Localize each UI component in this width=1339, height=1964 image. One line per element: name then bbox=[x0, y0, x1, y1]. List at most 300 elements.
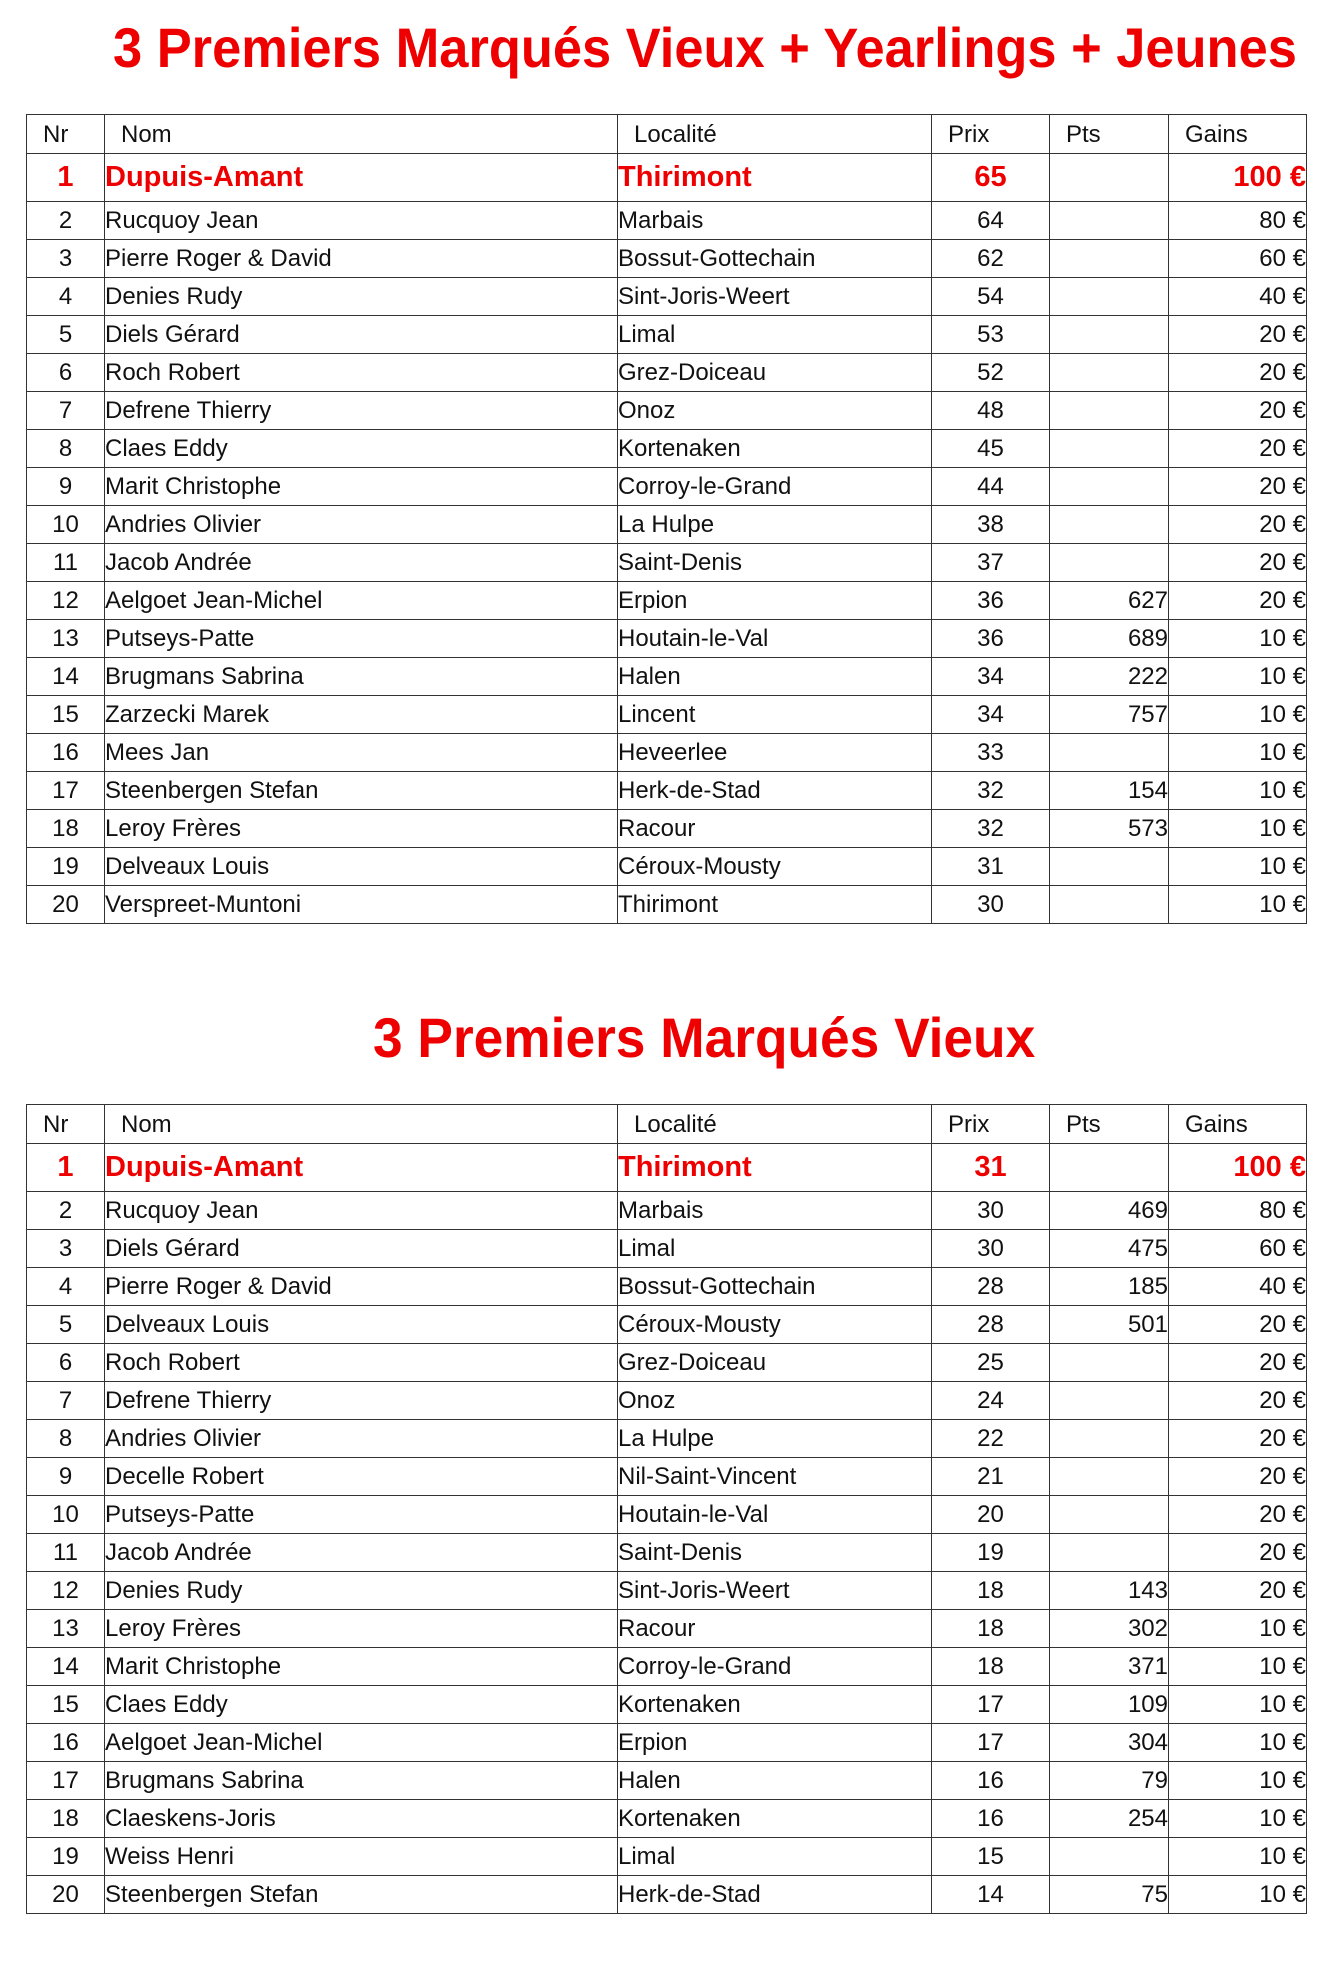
locality-cell: Limal bbox=[618, 1230, 932, 1268]
prix-cell: 18 bbox=[932, 1648, 1050, 1686]
gains-cell: 100 € bbox=[1169, 154, 1307, 202]
section-title-vieux: 3 Premiers Marqués Vieux bbox=[373, 1006, 1036, 1069]
rank-cell: 12 bbox=[27, 1572, 105, 1610]
prix-cell: 17 bbox=[932, 1724, 1050, 1762]
table-row bbox=[27, 734, 1307, 772]
locality-cell: Heveerlee bbox=[618, 734, 932, 772]
rank-cell: 13 bbox=[27, 620, 105, 658]
prix-cell: 18 bbox=[932, 1610, 1050, 1648]
points-cell: 573 bbox=[1050, 810, 1169, 848]
prix-cell: 30 bbox=[932, 1230, 1050, 1268]
rank-cell: 7 bbox=[27, 392, 105, 430]
prix-cell: 24 bbox=[932, 1382, 1050, 1420]
prix-cell: 53 bbox=[932, 316, 1050, 354]
points-cell bbox=[1050, 1344, 1169, 1382]
name-cell: Claes Eddy bbox=[105, 430, 618, 468]
rank-cell: 5 bbox=[27, 316, 105, 354]
gains-cell: 10 € bbox=[1169, 848, 1307, 886]
points-cell bbox=[1050, 1382, 1169, 1420]
prix-cell: 45 bbox=[932, 430, 1050, 468]
prix-cell: 36 bbox=[932, 620, 1050, 658]
table-row bbox=[27, 886, 1307, 924]
points-cell: 254 bbox=[1050, 1800, 1169, 1838]
column-header-gains: Gains bbox=[1169, 115, 1307, 154]
rank-cell: 11 bbox=[27, 1534, 105, 1572]
points-cell bbox=[1050, 430, 1169, 468]
name-cell: Brugmans Sabrina bbox=[105, 658, 618, 696]
points-cell bbox=[1050, 1534, 1169, 1572]
rank-cell: 10 bbox=[27, 1496, 105, 1534]
table-row bbox=[27, 1572, 1307, 1610]
name-cell: Rucquoy Jean bbox=[105, 202, 618, 240]
prix-cell: 52 bbox=[932, 354, 1050, 392]
name-cell: Brugmans Sabrina bbox=[105, 1762, 618, 1800]
table-row bbox=[27, 1382, 1307, 1420]
name-cell: Verspreet-Muntoni bbox=[105, 886, 618, 924]
locality-cell: Corroy-le-Grand bbox=[618, 468, 932, 506]
gains-cell: 100 € bbox=[1169, 1144, 1307, 1192]
locality-cell: Kortenaken bbox=[618, 1800, 932, 1838]
column-header-gains: Gains bbox=[1169, 1105, 1307, 1144]
table-row bbox=[27, 772, 1307, 810]
rank-cell: 9 bbox=[27, 1458, 105, 1496]
prix-cell: 18 bbox=[932, 1572, 1050, 1610]
name-cell: Pierre Roger & David bbox=[105, 1268, 618, 1306]
name-cell: Claeskens-Joris bbox=[105, 1800, 618, 1838]
name-cell: Weiss Henri bbox=[105, 1838, 618, 1876]
rank-cell: 8 bbox=[27, 1420, 105, 1458]
locality-cell: Marbais bbox=[618, 1192, 932, 1230]
points-cell bbox=[1050, 1838, 1169, 1876]
locality-cell: Sint-Joris-Weert bbox=[618, 1572, 932, 1610]
name-cell: Denies Rudy bbox=[105, 1572, 618, 1610]
column-header-pts: Pts bbox=[1050, 115, 1169, 154]
points-cell bbox=[1050, 1496, 1169, 1534]
name-cell: Marit Christophe bbox=[105, 468, 618, 506]
rank-cell: 4 bbox=[27, 278, 105, 316]
rank-cell: 4 bbox=[27, 1268, 105, 1306]
points-cell bbox=[1050, 202, 1169, 240]
rank-cell: 5 bbox=[27, 1306, 105, 1344]
points-cell: 185 bbox=[1050, 1268, 1169, 1306]
prix-cell: 62 bbox=[932, 240, 1050, 278]
locality-cell: Halen bbox=[618, 658, 932, 696]
prix-cell: 31 bbox=[932, 848, 1050, 886]
gains-cell: 20 € bbox=[1169, 316, 1307, 354]
table-row bbox=[27, 506, 1307, 544]
locality-cell: Saint-Denis bbox=[618, 544, 932, 582]
prix-cell: 64 bbox=[932, 202, 1050, 240]
prix-cell: 34 bbox=[932, 696, 1050, 734]
table-row bbox=[27, 1724, 1307, 1762]
table-row bbox=[27, 392, 1307, 430]
gains-cell: 20 € bbox=[1169, 430, 1307, 468]
points-cell bbox=[1050, 1420, 1169, 1458]
table-row bbox=[27, 430, 1307, 468]
table-row bbox=[27, 1192, 1307, 1230]
column-header-pts: Pts bbox=[1050, 1105, 1169, 1144]
table-row bbox=[27, 582, 1307, 620]
gains-cell: 20 € bbox=[1169, 1534, 1307, 1572]
locality-cell: Thirimont bbox=[618, 154, 932, 202]
column-header-localite: Localité bbox=[618, 115, 932, 154]
prix-cell: 28 bbox=[932, 1306, 1050, 1344]
prix-cell: 17 bbox=[932, 1686, 1050, 1724]
rank-cell: 12 bbox=[27, 582, 105, 620]
gains-cell: 10 € bbox=[1169, 1762, 1307, 1800]
table-row bbox=[27, 1610, 1307, 1648]
table-row bbox=[27, 1420, 1307, 1458]
prix-cell: 65 bbox=[932, 154, 1050, 202]
locality-cell: Bossut-Gottechain bbox=[618, 1268, 932, 1306]
points-cell bbox=[1050, 154, 1169, 202]
locality-cell: Halen bbox=[618, 1762, 932, 1800]
prix-cell: 14 bbox=[932, 1876, 1050, 1914]
gains-cell: 10 € bbox=[1169, 1800, 1307, 1838]
gains-cell: 20 € bbox=[1169, 1306, 1307, 1344]
locality-cell: Erpion bbox=[618, 582, 932, 620]
points-cell: 75 bbox=[1050, 1876, 1169, 1914]
rank-cell: 3 bbox=[27, 1230, 105, 1268]
gains-cell: 20 € bbox=[1169, 506, 1307, 544]
points-cell: 627 bbox=[1050, 582, 1169, 620]
table-row bbox=[27, 1800, 1307, 1838]
points-cell: 757 bbox=[1050, 696, 1169, 734]
prix-cell: 21 bbox=[932, 1458, 1050, 1496]
table-body bbox=[27, 154, 1307, 924]
points-cell bbox=[1050, 506, 1169, 544]
prix-cell: 32 bbox=[932, 810, 1050, 848]
locality-cell: Céroux-Mousty bbox=[618, 848, 932, 886]
gains-cell: 20 € bbox=[1169, 468, 1307, 506]
gains-cell: 10 € bbox=[1169, 1876, 1307, 1914]
points-cell: 302 bbox=[1050, 1610, 1169, 1648]
gains-cell: 20 € bbox=[1169, 1382, 1307, 1420]
table-row bbox=[27, 1230, 1307, 1268]
column-header-nr: Nr bbox=[27, 1105, 105, 1144]
prix-cell: 48 bbox=[932, 392, 1050, 430]
rank-cell: 19 bbox=[27, 1838, 105, 1876]
points-cell: 475 bbox=[1050, 1230, 1169, 1268]
rank-cell: 7 bbox=[27, 1382, 105, 1420]
table-row bbox=[27, 278, 1307, 316]
gains-cell: 20 € bbox=[1169, 544, 1307, 582]
name-cell: Roch Robert bbox=[105, 354, 618, 392]
name-cell: Andries Olivier bbox=[105, 1420, 618, 1458]
column-header-nom: Nom bbox=[105, 1105, 618, 1144]
gains-cell: 10 € bbox=[1169, 1610, 1307, 1648]
table-row bbox=[27, 1534, 1307, 1572]
locality-cell: Onoz bbox=[618, 392, 932, 430]
gains-cell: 40 € bbox=[1169, 1268, 1307, 1306]
name-cell: Marit Christophe bbox=[105, 1648, 618, 1686]
prix-cell: 25 bbox=[932, 1344, 1050, 1382]
name-cell: Decelle Robert bbox=[105, 1458, 618, 1496]
locality-cell: Onoz bbox=[618, 1382, 932, 1420]
table-row bbox=[27, 202, 1307, 240]
points-cell bbox=[1050, 278, 1169, 316]
gains-cell: 10 € bbox=[1169, 1838, 1307, 1876]
rank-cell: 16 bbox=[27, 734, 105, 772]
column-header-prix: Prix bbox=[932, 1105, 1050, 1144]
rank-cell: 14 bbox=[27, 658, 105, 696]
prix-cell: 44 bbox=[932, 468, 1050, 506]
rank-cell: 6 bbox=[27, 354, 105, 392]
results-table-all-categories bbox=[26, 114, 1307, 924]
table-header-row bbox=[27, 115, 1307, 154]
prix-cell: 19 bbox=[932, 1534, 1050, 1572]
name-cell: Zarzecki Marek bbox=[105, 696, 618, 734]
points-cell bbox=[1050, 734, 1169, 772]
points-cell: 143 bbox=[1050, 1572, 1169, 1610]
points-cell: 304 bbox=[1050, 1724, 1169, 1762]
locality-cell: Lincent bbox=[618, 696, 932, 734]
rank-cell: 13 bbox=[27, 1610, 105, 1648]
gains-cell: 20 € bbox=[1169, 354, 1307, 392]
name-cell: Roch Robert bbox=[105, 1344, 618, 1382]
rank-cell: 16 bbox=[27, 1724, 105, 1762]
locality-cell: Grez-Doiceau bbox=[618, 354, 932, 392]
table-row bbox=[27, 240, 1307, 278]
points-cell bbox=[1050, 468, 1169, 506]
prix-cell: 36 bbox=[932, 582, 1050, 620]
prix-cell: 30 bbox=[932, 1192, 1050, 1230]
locality-cell: Thirimont bbox=[618, 1144, 932, 1192]
points-cell: 109 bbox=[1050, 1686, 1169, 1724]
gains-cell: 80 € bbox=[1169, 202, 1307, 240]
locality-cell: Erpion bbox=[618, 1724, 932, 1762]
table-row bbox=[27, 468, 1307, 506]
section-title-all-categories: 3 Premiers Marqués Vieux + Yearlings + Jeunes bbox=[113, 16, 1297, 79]
locality-cell: Thirimont bbox=[618, 886, 932, 924]
points-cell bbox=[1050, 316, 1169, 354]
prix-cell: 34 bbox=[932, 658, 1050, 696]
gains-cell: 60 € bbox=[1169, 1230, 1307, 1268]
prix-cell: 28 bbox=[932, 1268, 1050, 1306]
name-cell: Defrene Thierry bbox=[105, 1382, 618, 1420]
points-cell bbox=[1050, 848, 1169, 886]
rank-cell: 17 bbox=[27, 1762, 105, 1800]
prix-cell: 30 bbox=[932, 886, 1050, 924]
rank-cell: 17 bbox=[27, 772, 105, 810]
prix-cell: 31 bbox=[932, 1144, 1050, 1192]
points-cell: 469 bbox=[1050, 1192, 1169, 1230]
points-cell bbox=[1050, 354, 1169, 392]
locality-cell: Racour bbox=[618, 1610, 932, 1648]
locality-cell: La Hulpe bbox=[618, 506, 932, 544]
column-header-nom: Nom bbox=[105, 115, 618, 154]
points-cell bbox=[1050, 392, 1169, 430]
prix-cell: 32 bbox=[932, 772, 1050, 810]
locality-cell: La Hulpe bbox=[618, 1420, 932, 1458]
locality-cell: Corroy-le-Grand bbox=[618, 1648, 932, 1686]
table-row bbox=[27, 354, 1307, 392]
gains-cell: 20 € bbox=[1169, 1420, 1307, 1458]
name-cell: Dupuis-Amant bbox=[105, 154, 618, 202]
rank-cell: 8 bbox=[27, 430, 105, 468]
rank-cell: 14 bbox=[27, 1648, 105, 1686]
points-cell: 154 bbox=[1050, 772, 1169, 810]
rank-cell: 9 bbox=[27, 468, 105, 506]
rank-cell: 2 bbox=[27, 1192, 105, 1230]
gains-cell: 20 € bbox=[1169, 1458, 1307, 1496]
name-cell: Pierre Roger & David bbox=[105, 240, 618, 278]
name-cell: Jacob Andrée bbox=[105, 1534, 618, 1572]
locality-cell: Marbais bbox=[618, 202, 932, 240]
locality-cell: Kortenaken bbox=[618, 430, 932, 468]
name-cell: Defrene Thierry bbox=[105, 392, 618, 430]
gains-cell: 10 € bbox=[1169, 810, 1307, 848]
table-row bbox=[27, 848, 1307, 886]
table-row bbox=[27, 1306, 1307, 1344]
rank-cell: 2 bbox=[27, 202, 105, 240]
table-row bbox=[27, 1458, 1307, 1496]
points-cell: 222 bbox=[1050, 658, 1169, 696]
locality-cell: Limal bbox=[618, 1838, 932, 1876]
name-cell: Rucquoy Jean bbox=[105, 1192, 618, 1230]
gains-cell: 20 € bbox=[1169, 582, 1307, 620]
locality-cell: Herk-de-Stad bbox=[618, 772, 932, 810]
prix-cell: 33 bbox=[932, 734, 1050, 772]
points-cell bbox=[1050, 240, 1169, 278]
rank-cell: 11 bbox=[27, 544, 105, 582]
table-row bbox=[27, 620, 1307, 658]
prix-cell: 22 bbox=[932, 1420, 1050, 1458]
points-cell: 79 bbox=[1050, 1762, 1169, 1800]
locality-cell: Houtain-le-Val bbox=[618, 620, 932, 658]
gains-cell: 10 € bbox=[1169, 658, 1307, 696]
name-cell: Andries Olivier bbox=[105, 506, 618, 544]
gains-cell: 10 € bbox=[1169, 886, 1307, 924]
locality-cell: Herk-de-Stad bbox=[618, 1876, 932, 1914]
gains-cell: 40 € bbox=[1169, 278, 1307, 316]
locality-cell: Saint-Denis bbox=[618, 1534, 932, 1572]
points-cell bbox=[1050, 1144, 1169, 1192]
locality-cell: Nil-Saint-Vincent bbox=[618, 1458, 932, 1496]
gains-cell: 20 € bbox=[1169, 1496, 1307, 1534]
prix-cell: 16 bbox=[932, 1762, 1050, 1800]
name-cell: Steenbergen Stefan bbox=[105, 772, 618, 810]
name-cell: Delveaux Louis bbox=[105, 848, 618, 886]
prix-cell: 38 bbox=[932, 506, 1050, 544]
gains-cell: 10 € bbox=[1169, 772, 1307, 810]
prix-cell: 20 bbox=[932, 1496, 1050, 1534]
locality-cell: Kortenaken bbox=[618, 1686, 932, 1724]
gains-cell: 80 € bbox=[1169, 1192, 1307, 1230]
rank-cell: 10 bbox=[27, 506, 105, 544]
table-row bbox=[27, 1686, 1307, 1724]
rank-cell: 15 bbox=[27, 696, 105, 734]
name-cell: Putseys-Patte bbox=[105, 1496, 618, 1534]
rank-cell: 20 bbox=[27, 886, 105, 924]
name-cell: Mees Jan bbox=[105, 734, 618, 772]
table-row bbox=[27, 696, 1307, 734]
name-cell: Dupuis-Amant bbox=[105, 1144, 618, 1192]
name-cell: Delveaux Louis bbox=[105, 1306, 618, 1344]
column-header-nr: Nr bbox=[27, 115, 105, 154]
rank-cell: 18 bbox=[27, 1800, 105, 1838]
table-row bbox=[27, 544, 1307, 582]
gains-cell: 10 € bbox=[1169, 734, 1307, 772]
name-cell: Aelgoet Jean-Michel bbox=[105, 1724, 618, 1762]
gains-cell: 20 € bbox=[1169, 1572, 1307, 1610]
gains-cell: 10 € bbox=[1169, 1648, 1307, 1686]
table-row bbox=[27, 1838, 1307, 1876]
column-header-localite: Localité bbox=[618, 1105, 932, 1144]
gains-cell: 10 € bbox=[1169, 620, 1307, 658]
rank-cell: 1 bbox=[27, 154, 105, 202]
locality-cell: Grez-Doiceau bbox=[618, 1344, 932, 1382]
table-row bbox=[27, 810, 1307, 848]
table-row bbox=[27, 1648, 1307, 1686]
points-cell: 371 bbox=[1050, 1648, 1169, 1686]
locality-cell: Sint-Joris-Weert bbox=[618, 278, 932, 316]
table-row bbox=[27, 1344, 1307, 1382]
rank-cell: 20 bbox=[27, 1876, 105, 1914]
prix-cell: 37 bbox=[932, 544, 1050, 582]
table-row bbox=[27, 1268, 1307, 1306]
gains-cell: 10 € bbox=[1169, 1724, 1307, 1762]
table-header-row bbox=[27, 1105, 1307, 1144]
gains-cell: 20 € bbox=[1169, 1344, 1307, 1382]
column-header-prix: Prix bbox=[932, 115, 1050, 154]
locality-cell: Céroux-Mousty bbox=[618, 1306, 932, 1344]
points-cell bbox=[1050, 544, 1169, 582]
table-row-winner bbox=[27, 1144, 1307, 1192]
prix-cell: 16 bbox=[932, 1800, 1050, 1838]
name-cell: Putseys-Patte bbox=[105, 620, 618, 658]
table-row bbox=[27, 658, 1307, 696]
name-cell: Steenbergen Stefan bbox=[105, 1876, 618, 1914]
gains-cell: 10 € bbox=[1169, 696, 1307, 734]
locality-cell: Bossut-Gottechain bbox=[618, 240, 932, 278]
table-row-winner bbox=[27, 154, 1307, 202]
rank-cell: 18 bbox=[27, 810, 105, 848]
gains-cell: 20 € bbox=[1169, 392, 1307, 430]
results-table-vieux bbox=[26, 1104, 1307, 1914]
name-cell: Aelgoet Jean-Michel bbox=[105, 582, 618, 620]
prix-cell: 54 bbox=[932, 278, 1050, 316]
points-cell: 501 bbox=[1050, 1306, 1169, 1344]
rank-cell: 19 bbox=[27, 848, 105, 886]
name-cell: Diels Gérard bbox=[105, 1230, 618, 1268]
prix-cell: 15 bbox=[932, 1838, 1050, 1876]
points-cell: 689 bbox=[1050, 620, 1169, 658]
locality-cell: Houtain-le-Val bbox=[618, 1496, 932, 1534]
name-cell: Jacob Andrée bbox=[105, 544, 618, 582]
table-body bbox=[27, 1144, 1307, 1914]
name-cell: Leroy Frères bbox=[105, 810, 618, 848]
points-cell bbox=[1050, 886, 1169, 924]
name-cell: Denies Rudy bbox=[105, 278, 618, 316]
table-row bbox=[27, 1876, 1307, 1914]
locality-cell: Racour bbox=[618, 810, 932, 848]
rank-cell: 3 bbox=[27, 240, 105, 278]
table-row bbox=[27, 1496, 1307, 1534]
locality-cell: Limal bbox=[618, 316, 932, 354]
rank-cell: 1 bbox=[27, 1144, 105, 1192]
table-row bbox=[27, 1762, 1307, 1800]
rank-cell: 6 bbox=[27, 1344, 105, 1382]
table-row bbox=[27, 316, 1307, 354]
gains-cell: 60 € bbox=[1169, 240, 1307, 278]
name-cell: Leroy Frères bbox=[105, 1610, 618, 1648]
name-cell: Diels Gérard bbox=[105, 316, 618, 354]
gains-cell: 10 € bbox=[1169, 1686, 1307, 1724]
rank-cell: 15 bbox=[27, 1686, 105, 1724]
name-cell: Claes Eddy bbox=[105, 1686, 618, 1724]
points-cell bbox=[1050, 1458, 1169, 1496]
